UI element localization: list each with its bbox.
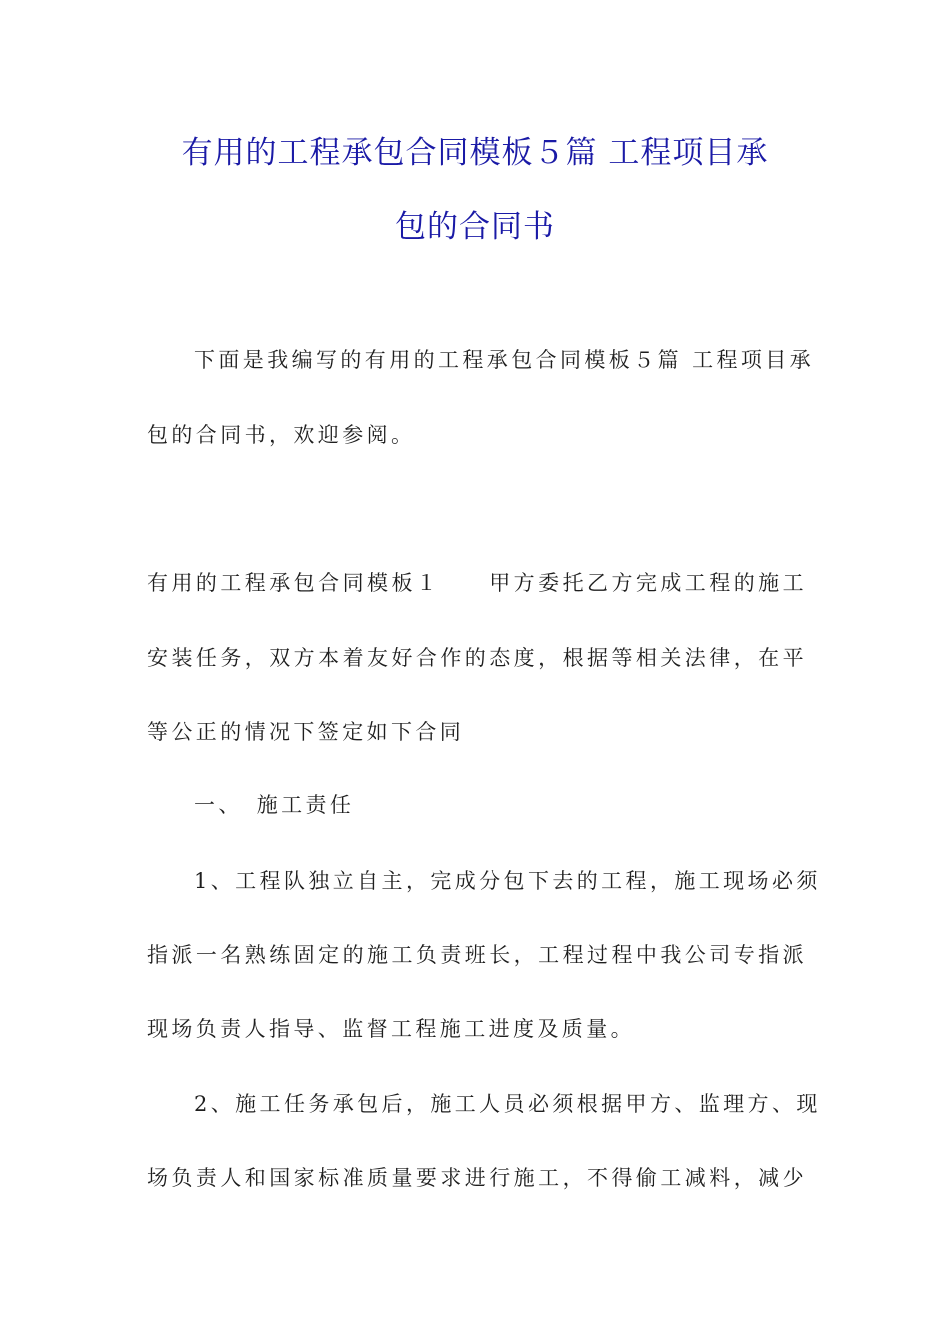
item2-line-1: 2、施工任务承包后，施工人员必须根据甲方、监理方、现 [194,1092,821,1116]
template1-line-1: 有用的工程承包合同模板１ 甲方委托乙方完成工程的施工 [147,571,807,595]
template1-line-2: 安装任务，双方本着友好合作的态度，根据等相关法律，在平 [147,646,807,670]
intro-line-1: 下面是我编写的有用的工程承包合同模板５篇 工程项目承 [194,348,815,372]
intro-line-2: 包的合同书，欢迎参阅。 [147,423,416,447]
template1-line-3: 等公正的情况下签定如下合同 [147,720,465,744]
item2-line-2: 场负责人和国家标准质量要求进行施工，不得偷工减料，减少 [147,1166,807,1190]
item1-line-2: 指派一名熟练固定的施工负责班长，工程过程中我公司专指派 [147,943,807,967]
document-title-line-2: 包的合同书 [395,209,555,245]
item1-line-3: 现场负责人指导、监督工程施工进度及质量。 [147,1017,635,1041]
document-title-line-1: 有用的工程承包合同模板５篇 工程项目承 [181,135,769,171]
item1-line-1: 1、工程队独立自主，完成分包下去的工程，施工现场必须 [194,869,821,893]
section-heading-construction-responsibility: 一、 施工责任 [194,793,355,817]
